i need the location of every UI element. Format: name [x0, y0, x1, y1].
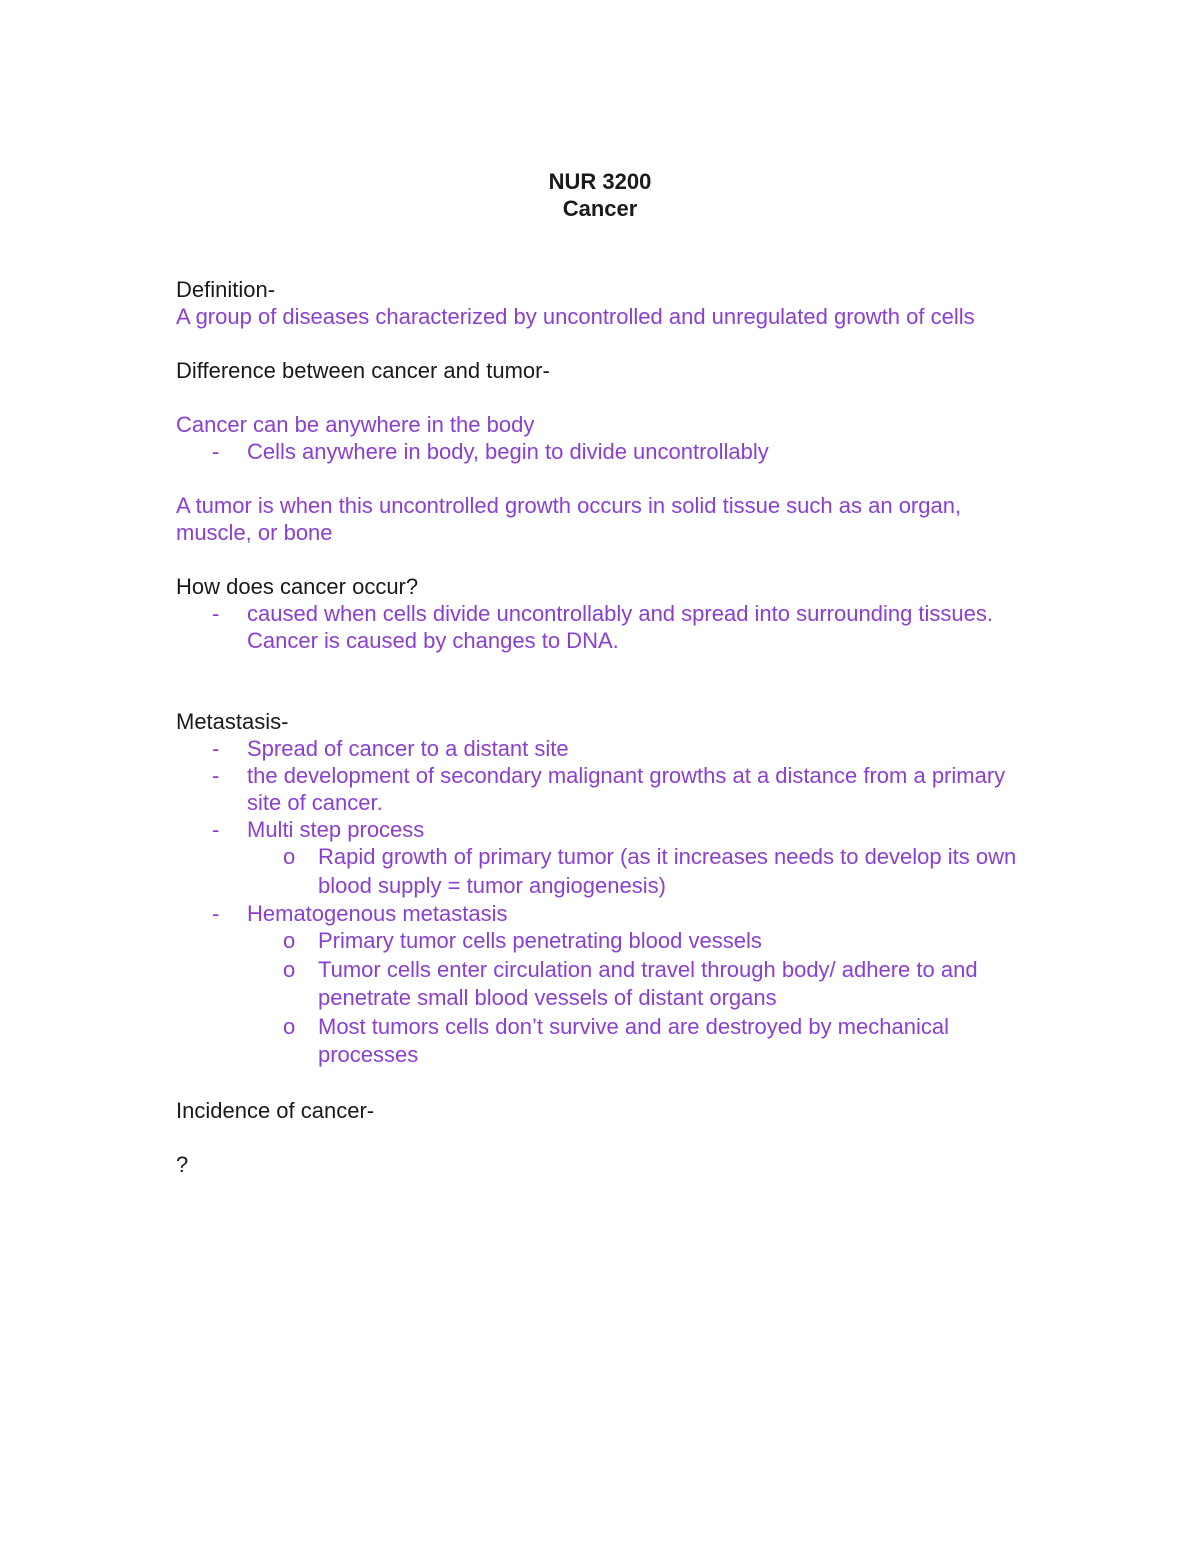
list-item	[247, 956, 1036, 1013]
list-item	[176, 438, 1036, 465]
list-item	[176, 600, 1036, 654]
dash-marker: -	[212, 439, 220, 464]
list-item	[247, 1013, 1036, 1070]
list-item	[176, 900, 1036, 1070]
circle-marker: o	[283, 844, 296, 869]
course-title: NUR 3200	[548, 169, 652, 194]
bullet-text: Hematogenous metastasis	[247, 901, 508, 926]
occurrence-heading: How does cancer occur?	[176, 574, 419, 599]
dash-marker: -	[212, 736, 220, 761]
document-page	[176, 168, 1036, 1178]
cancer-bullet-list	[176, 438, 1036, 465]
dash-marker: -	[212, 901, 220, 926]
hematogenous-sublist	[247, 927, 1036, 1070]
circle-marker: o	[283, 956, 296, 982]
dash-marker: -	[212, 601, 220, 626]
tumor-text: A tumor is when this uncontrolled growth occurs in solid tissue such as an organ, muscle, or bone	[176, 493, 962, 545]
circle-marker: o	[283, 928, 296, 953]
metastasis-heading: Metastasis-	[176, 709, 289, 734]
bullet-text: Multi step process	[247, 817, 425, 842]
incidence-answer: ?	[176, 1151, 189, 1177]
multi-step-sublist	[247, 843, 1036, 900]
dash-marker: -	[212, 763, 220, 788]
occurrence-bullet-list	[176, 600, 1036, 654]
bullet-text: the development of secondary malignant growths at a distance from a primary site of cancer.	[247, 763, 1006, 815]
incidence-heading: Incidence of cancer-	[176, 1097, 375, 1123]
metastasis-bullet-list	[176, 735, 1036, 1070]
list-item	[247, 843, 1036, 900]
sub-bullet-text: Tumor cells enter circulation and travel through body/ adhere to and penetrate small blood vessels of distant organs	[318, 956, 978, 1010]
sub-bullet-text: Most tumors cells don’t survive and are destroyed by mechanical processes	[318, 1013, 949, 1067]
list-item	[176, 816, 1036, 900]
list-item	[176, 735, 1036, 762]
difference-heading: Difference between cancer and tumor-	[176, 358, 550, 383]
topic-title: Cancer	[562, 196, 638, 221]
sub-bullet-text: Primary tumor cells penetrating blood vessels	[318, 928, 762, 953]
cancer-text: Cancer can be anywhere in the body	[176, 412, 535, 437]
bullet-text: Cells anywhere in body, begin to divide uncontrollably	[247, 439, 769, 464]
bullet-text: caused when cells divide uncontrollably and spread into surrounding tissues. Cancer is caused by changes to DNA.	[247, 601, 994, 653]
circle-marker: o	[283, 1013, 296, 1039]
sub-bullet-text: Rapid growth of primary tumor (as it increases needs to develop its own blood supply = tumor angiogenesis)	[318, 844, 1017, 898]
definition-text: A group of diseases characterized by uncontrolled and unregulated growth of cells	[176, 304, 975, 329]
dash-marker: -	[212, 817, 220, 842]
definition-heading: Definition-	[176, 277, 276, 302]
list-item	[176, 762, 1036, 816]
list-item	[247, 927, 1036, 956]
bullet-text: Spread of cancer to a distant site	[247, 736, 569, 761]
